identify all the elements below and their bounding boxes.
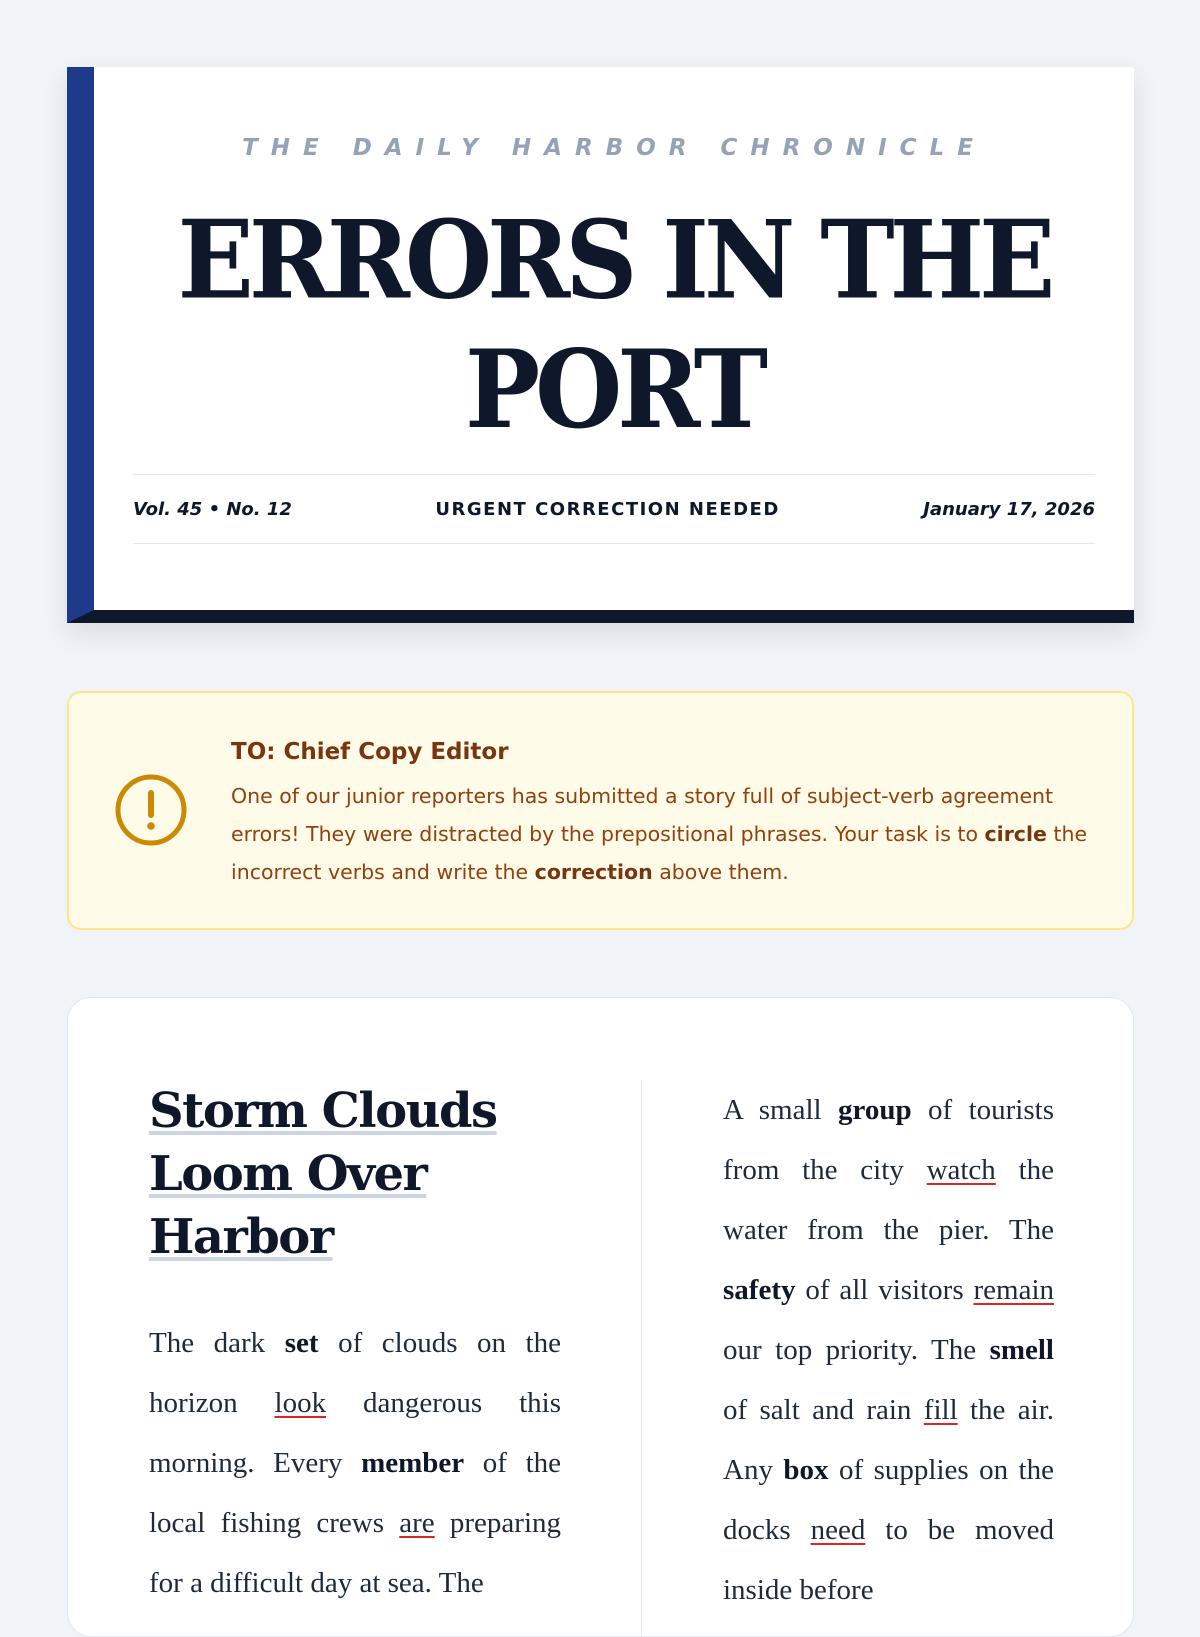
story-text-segment: The dark <box>149 1327 285 1359</box>
headline-line-1: ERRORS IN THE <box>177 196 1051 324</box>
subject-noun: set <box>284 1327 319 1359</box>
story-title-line-1: Storm Clouds <box>149 1083 497 1139</box>
paper-name: THE DAILY HARBOR CHRONICLE <box>242 135 986 161</box>
story-title <box>149 1080 561 1269</box>
masthead <box>67 67 1134 623</box>
headline-line-2: PORT <box>464 325 764 454</box>
story-text-segment: of clouds on the horizon <box>149 1327 561 1419</box>
incorrect-verb[interactable]: remain <box>973 1274 1054 1306</box>
story-text-segment: of all visitors <box>795 1274 974 1306</box>
story-text-segment: the air. Any <box>723 1394 1055 1486</box>
incorrect-verb[interactable]: look <box>274 1387 327 1419</box>
alert-body-text-3: above them. <box>652 860 789 884</box>
exclamation-circle-icon <box>114 773 188 847</box>
story-title-line-3: Harbor <box>149 1209 333 1265</box>
headline <box>94 195 1134 454</box>
story-text-segment: of salt and rain <box>723 1394 924 1426</box>
story-text-segment: of supplies on the docks <box>723 1454 1054 1546</box>
alert-title: TO: Chief Copy Editor <box>231 739 509 765</box>
subject-noun: smell <box>989 1334 1054 1366</box>
alert-body-text-1: One of our junior reporters has submitted a story full of subject-verb agreement errors! They were distracted by the prepositional phrases. Your task is to <box>231 784 1054 846</box>
story-text-segment: preparing for a difficult day at sea. The <box>149 1507 562 1599</box>
incorrect-verb[interactable]: need <box>810 1514 866 1546</box>
subject-noun: group <box>838 1094 912 1126</box>
story-text-segment: of the local fishing crews <box>149 1447 561 1539</box>
story-text-segment: A small <box>723 1094 838 1126</box>
article-card <box>67 997 1134 1637</box>
story-text-segment: dangerous this morning. Every <box>149 1387 561 1479</box>
story-text-segment: our top priority. The <box>723 1334 990 1366</box>
story-paragraph-right <box>723 1080 1054 1620</box>
incorrect-verb[interactable]: are <box>399 1507 435 1539</box>
alert-keyword-correction: correction <box>534 860 653 884</box>
meta-bar <box>133 474 1095 544</box>
alert-body <box>231 777 1101 891</box>
story-text-segment: the water from the pier. The <box>723 1154 1054 1246</box>
article-right-column <box>723 1080 1054 1620</box>
column-divider <box>641 1080 642 1637</box>
article-left-column <box>149 1080 561 1613</box>
urgent-banner: URGENT CORRECTION NEEDED <box>435 498 780 520</box>
subject-noun: box <box>783 1454 829 1486</box>
alert-keyword-circle: circle <box>984 822 1047 846</box>
story-paragraph-left <box>149 1313 561 1613</box>
story-text-segment: of tourists from the city <box>723 1094 1054 1186</box>
subject-noun: member <box>361 1447 465 1479</box>
alert-body-text-2: the incorrect verbs and write the <box>231 822 1088 884</box>
editor-alert <box>67 691 1134 930</box>
subject-noun: safety <box>723 1274 796 1306</box>
issue-date: January 17, 2026 <box>923 498 1095 520</box>
story-title-line-2: Loom Over <box>149 1146 427 1202</box>
incorrect-verb[interactable]: fill <box>923 1394 958 1426</box>
volume-info: Vol. 45 • No. 12 <box>133 498 292 520</box>
story-text-segment: to be moved inside before <box>723 1514 1054 1606</box>
incorrect-verb[interactable]: watch <box>926 1154 996 1186</box>
